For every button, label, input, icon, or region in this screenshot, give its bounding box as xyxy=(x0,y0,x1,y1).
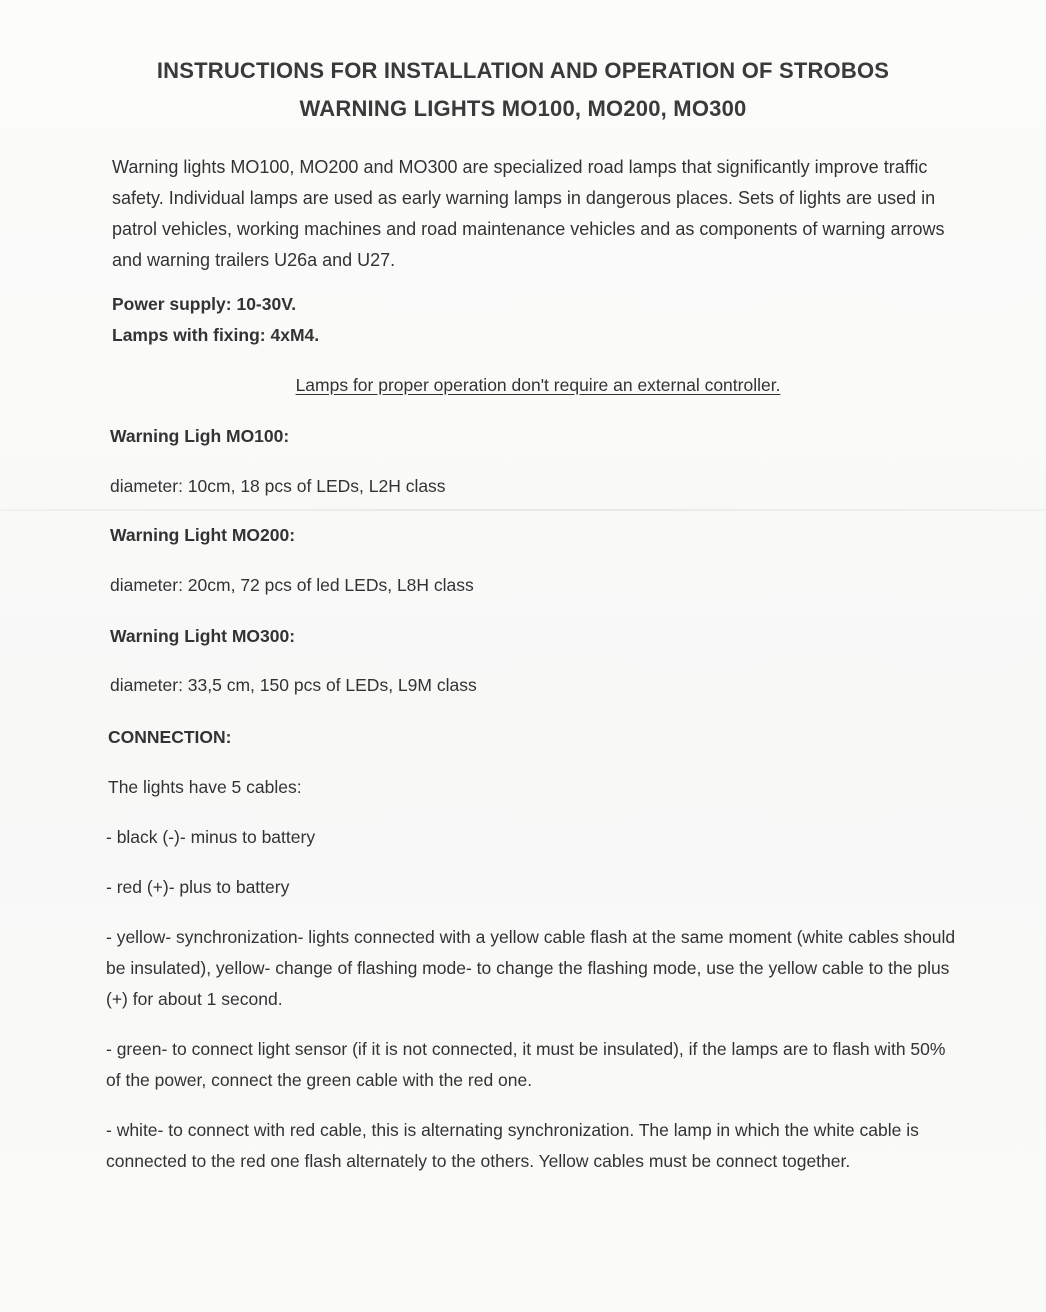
model-heading-mo300: Warning Light MO300: xyxy=(110,626,296,646)
document-title-line-2: WARNING LIGHTS MO100, MO200, MO300 xyxy=(299,96,747,121)
power-supply-spec: Power supply: 10-30V. xyxy=(112,294,297,314)
model-heading-mo100: Warning Ligh MO100: xyxy=(110,426,290,446)
document-title-line-1: INSTRUCTIONS FOR INSTALLATION AND OPERATION OF STROBOS xyxy=(156,58,890,83)
model-heading-mo200: Warning Light MO200: xyxy=(110,525,296,545)
cables-intro: The lights have 5 cables: xyxy=(108,777,302,797)
connection-heading: CONNECTION: xyxy=(108,727,232,747)
model-details-mo200: diameter: 20cm, 72 pcs of led LEDs, L8H class xyxy=(110,575,474,595)
model-details-mo300: diameter: 33,5 cm, 150 pcs of LEDs, L9M class xyxy=(110,675,477,695)
cable-black: - black (-)- minus to battery xyxy=(106,827,316,847)
cable-white: - white- to connect with red cable, this is alternating synchronization. The lamp in which the white cable is connected to the red one flash alternately to the others. Yellow cables must be connect together. xyxy=(106,1120,919,1171)
lamps-fixing-spec: Lamps with fixing: 4xM4. xyxy=(112,325,320,345)
cable-green: - green- to connect light sensor (if it is not connected, it must be insulated), if the lamps are to flash with 50% of the power, connect the green cable with the red one. xyxy=(106,1039,946,1090)
cable-yellow: - yellow- synchronization- lights connected with a yellow cable flash at the same moment (white cables should be insulated), yellow- change of flashing mode- to change the flashing mode, use the yellow cable to the plus (+) for about 1 second. xyxy=(106,927,956,1009)
controller-note-text: Lamps for proper operation don't require an external controller. xyxy=(295,375,781,395)
cable-red: - red (+)- plus to battery xyxy=(106,877,290,897)
paper-fold-line xyxy=(0,509,1046,511)
controller-note xyxy=(0,375,1046,396)
intro-paragraph: Warning lights MO100, MO200 and MO300 are specialized road lamps that significantly improve traffic safety. Individual lamps are used as early warning lamps in dangerous places. Sets of lights are used in patrol vehicles, working machines and road maintenance vehicles and as components of warning arrows and warning trailers U26a and U27. xyxy=(112,157,945,270)
model-details-mo100: diameter: 10cm, 18 pcs of LEDs, L2H class xyxy=(110,476,446,496)
